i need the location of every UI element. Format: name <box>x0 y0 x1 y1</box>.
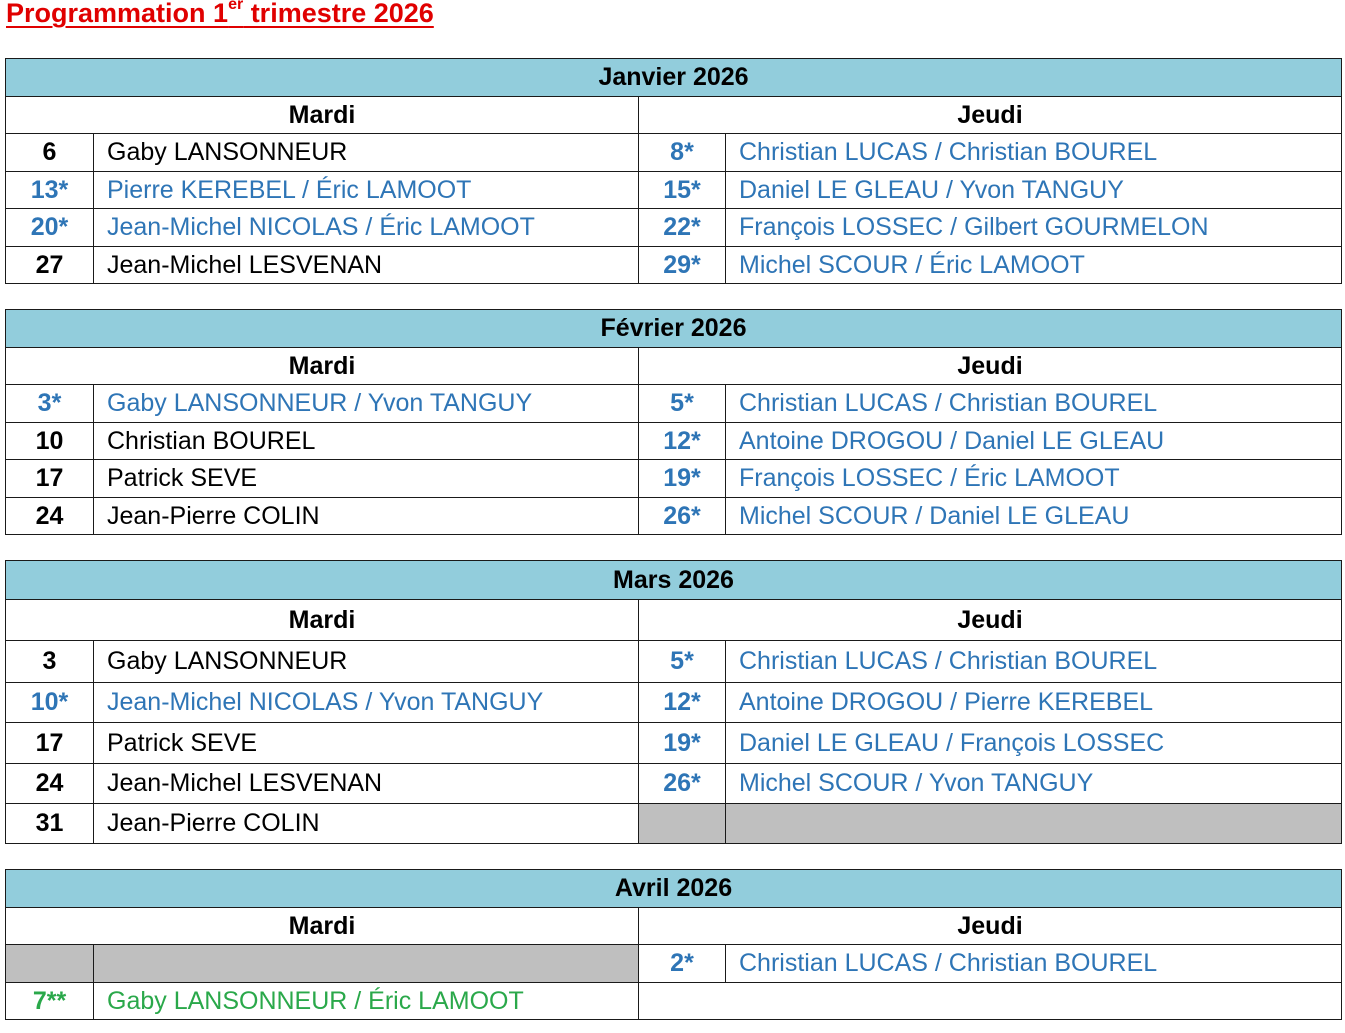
month-table-janvier <box>5 58 1342 284</box>
table-row <box>6 423 1342 460</box>
date-cell: 19* <box>639 460 726 498</box>
table-row <box>6 804 1342 844</box>
table-row <box>6 460 1342 498</box>
name-cell: Jean-Michel NICOLAS / Éric LAMOOT <box>94 209 639 247</box>
date-cell: 19* <box>639 723 726 764</box>
name-cell: Jean-Michel LESVENAN <box>94 764 639 804</box>
table-row <box>6 134 1342 172</box>
title-superscript: er <box>228 0 244 13</box>
month-table-mars <box>5 560 1342 844</box>
date-cell: 15* <box>639 172 726 209</box>
name-cell: Christian LUCAS / Christian BOUREL <box>726 385 1342 423</box>
day-header-mardi: Mardi <box>6 348 639 385</box>
day-header-jeudi: Jeudi <box>639 600 1342 641</box>
name-cell: Daniel LE GLEAU / François LOSSEC <box>726 723 1342 764</box>
month-header: Janvier 2026 <box>6 59 1342 97</box>
date-cell: 2* <box>639 945 726 983</box>
name-cell: Gaby LANSONNEUR <box>94 641 639 683</box>
month-table-fevrier <box>5 309 1342 535</box>
date-cell: 29* <box>639 247 726 284</box>
name-cell: Patrick SEVE <box>94 460 639 498</box>
date-cell: 10* <box>6 683 94 723</box>
empty-cell <box>639 983 726 1020</box>
name-cell: Jean-Pierre COLIN <box>94 498 639 535</box>
date-cell: 26* <box>639 498 726 535</box>
name-cell: Gaby LANSONNEUR / Éric LAMOOT <box>94 983 639 1020</box>
name-cell: Antoine DROGOU / Pierre KEREBEL <box>726 683 1342 723</box>
table-row <box>6 247 1342 284</box>
name-cell: Jean-Michel LESVENAN <box>94 247 639 284</box>
date-cell: 3* <box>6 385 94 423</box>
name-cell: Daniel LE GLEAU / Yvon TANGUY <box>726 172 1342 209</box>
date-cell: 22* <box>639 209 726 247</box>
table-row <box>6 723 1342 764</box>
date-cell: 26* <box>639 764 726 804</box>
name-cell: Antoine DROGOU / Daniel LE GLEAU <box>726 423 1342 460</box>
day-header-mardi: Mardi <box>6 908 639 945</box>
date-cell: 7** <box>6 983 94 1020</box>
name-cell: Michel SCOUR / Yvon TANGUY <box>726 764 1342 804</box>
day-header-jeudi: Jeudi <box>639 908 1342 945</box>
table-row <box>6 209 1342 247</box>
date-cell: 12* <box>639 683 726 723</box>
date-cell: 8* <box>639 134 726 172</box>
table-row <box>6 983 1342 1020</box>
date-cell: 10 <box>6 423 94 460</box>
name-cell: Patrick SEVE <box>94 723 639 764</box>
date-cell: 3 <box>6 641 94 683</box>
name-cell: François LOSSEC / Éric LAMOOT <box>726 460 1342 498</box>
name-cell: Gaby LANSONNEUR <box>94 134 639 172</box>
date-cell: 31 <box>6 804 94 844</box>
empty-cell <box>6 945 94 983</box>
name-cell: Jean-Pierre COLIN <box>94 804 639 844</box>
name-cell: Gaby LANSONNEUR / Yvon TANGUY <box>94 385 639 423</box>
empty-cell <box>639 804 726 844</box>
table-row <box>6 945 1342 983</box>
table-row <box>6 172 1342 209</box>
month-header: Avril 2026 <box>6 870 1342 908</box>
month-header: Mars 2026 <box>6 561 1342 600</box>
table-row <box>6 641 1342 683</box>
empty-cell <box>726 804 1342 844</box>
month-table-avril <box>5 869 1342 1020</box>
empty-cell <box>94 945 639 983</box>
day-header-jeudi: Jeudi <box>639 97 1342 134</box>
name-cell: Christian LUCAS / Christian BOUREL <box>726 945 1342 983</box>
name-cell: Christian LUCAS / Christian BOUREL <box>726 134 1342 172</box>
name-cell: Christian BOUREL <box>94 423 639 460</box>
table-row <box>6 498 1342 535</box>
date-cell: 24 <box>6 764 94 804</box>
name-cell: Michel SCOUR / Éric LAMOOT <box>726 247 1342 284</box>
name-cell: Pierre KEREBEL / Éric LAMOOT <box>94 172 639 209</box>
name-cell: Jean-Michel NICOLAS / Yvon TANGUY <box>94 683 639 723</box>
date-cell: 6 <box>6 134 94 172</box>
date-cell: 12* <box>639 423 726 460</box>
date-cell: 27 <box>6 247 94 284</box>
name-cell: Christian LUCAS / Christian BOUREL <box>726 641 1342 683</box>
day-header-mardi: Mardi <box>6 97 639 134</box>
date-cell: 24 <box>6 498 94 535</box>
date-cell: 17 <box>6 460 94 498</box>
name-cell: François LOSSEC / Gilbert GOURMELON <box>726 209 1342 247</box>
table-row <box>6 764 1342 804</box>
date-cell: 13* <box>6 172 94 209</box>
table-row <box>6 683 1342 723</box>
empty-cell <box>726 983 1342 1020</box>
month-header: Février 2026 <box>6 310 1342 348</box>
day-header-jeudi: Jeudi <box>639 348 1342 385</box>
page-title: Programmation 1er trimestre 2026 <box>6 0 434 29</box>
day-header-mardi: Mardi <box>6 600 639 641</box>
date-cell: 17 <box>6 723 94 764</box>
table-row <box>6 385 1342 423</box>
name-cell: Michel SCOUR / Daniel LE GLEAU <box>726 498 1342 535</box>
date-cell: 5* <box>639 641 726 683</box>
date-cell: 5* <box>639 385 726 423</box>
date-cell: 20* <box>6 209 94 247</box>
